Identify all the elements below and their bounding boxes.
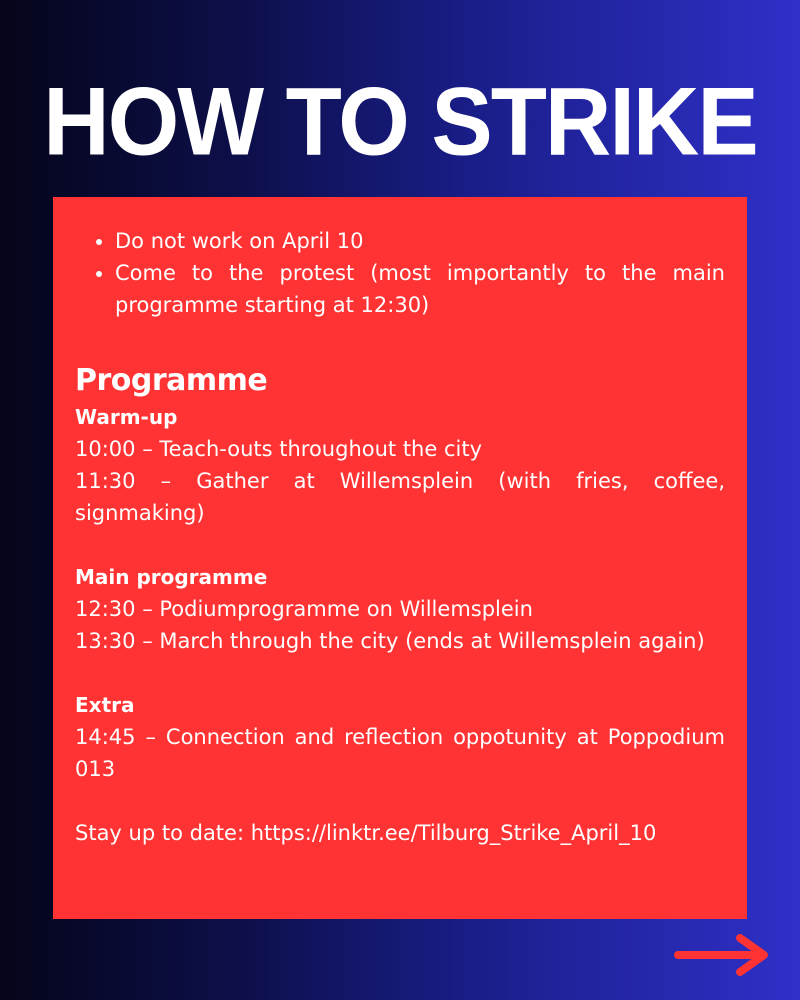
instruction-item: • Do not work on April 10 [115,225,725,257]
warm-up-section [75,401,725,529]
extra-section [75,689,725,785]
stay-up-to-date-text: Stay up to date: https://linktr.ee/Tilburg_Strike_April_10 [75,821,657,845]
programme-heading: Programme [75,363,268,398]
info-card [53,197,747,919]
schedule-line: 12:30 – Podiumprogramme on Willemsplein [75,597,533,621]
schedule-line: 13:30 – March through the city (ends at Willemsplein again) [75,629,705,653]
instruction-item: • Come to the protest (most importantly to the main programme starting at 12:30) [115,257,725,321]
main-programme-section [75,561,725,657]
section-title: Warm-up [75,405,178,429]
page-title: HOW TO STRIKE [43,68,757,176]
schedule-line: 10:00 – Teach-outs throughout the city [75,437,483,461]
arrow-right-icon[interactable] [674,930,774,980]
schedule-line: 14:45 – Connection and reflection oppotunity at Poppodium 013 [75,725,725,781]
schedule-line: 11:30 – Gather at Willemsplein (with fries, coffee, signmaking) [75,469,725,525]
section-title: Main programme [75,565,268,589]
section-title: Extra [75,693,135,717]
instructions-list [75,225,725,321]
